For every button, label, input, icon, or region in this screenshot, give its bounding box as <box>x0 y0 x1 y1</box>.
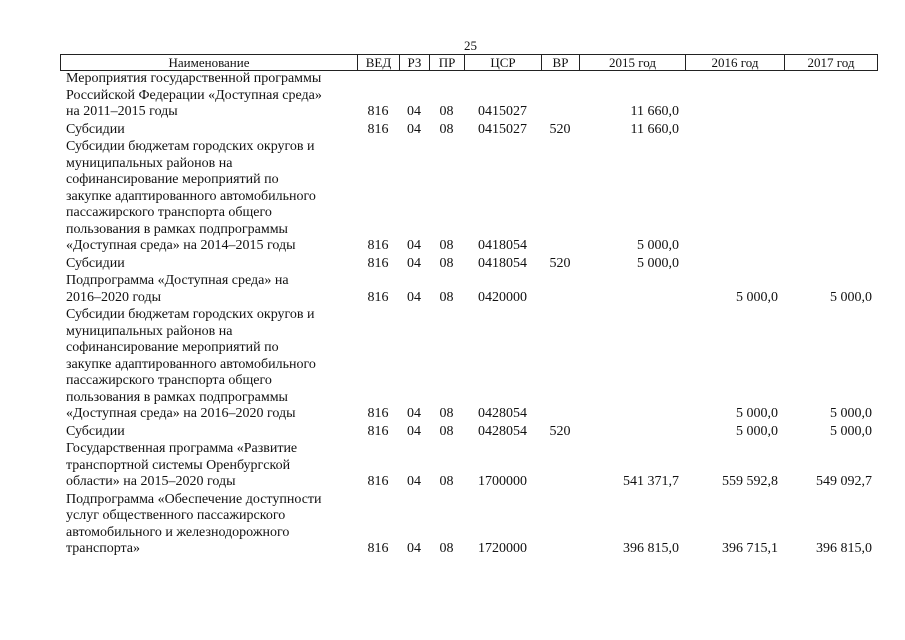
cell-vr: 520 <box>549 255 571 271</box>
cell-pr: 08 <box>439 423 454 439</box>
cell-csr: 1700000 <box>478 474 527 489</box>
cell-y2015: 5 000,0 <box>637 255 679 271</box>
cell-y2015: 5 000,0 <box>637 238 679 253</box>
table-row <box>60 424 878 441</box>
cell-csr: 0428054 <box>478 406 527 421</box>
cell-ved: 816 <box>367 104 389 119</box>
cell-name: Субсидии <box>66 423 125 439</box>
cell-vr: 520 <box>549 121 571 137</box>
cell-vr: 520 <box>549 423 571 439</box>
cell-csr: 0418054 <box>478 255 527 271</box>
cell-y2017: 5 000,0 <box>830 423 872 439</box>
table-row <box>60 139 878 255</box>
cell-pr: 08 <box>439 289 454 305</box>
cell-y2016: 5 000,0 <box>736 423 778 439</box>
cell-ved: 816 <box>367 474 389 489</box>
cell-y2015: 396 815,0 <box>623 541 679 556</box>
cell-y2016: 5 000,0 <box>736 406 778 421</box>
table-row <box>60 71 878 121</box>
table-row <box>60 441 878 491</box>
cell-csr: 1720000 <box>478 541 527 556</box>
header-ved: ВЕД <box>358 55 400 70</box>
cell-y2017: 549 092,7 <box>816 474 872 489</box>
table-header <box>60 54 878 71</box>
cell-ved: 816 <box>367 423 389 439</box>
header-pr: ПР <box>430 55 465 70</box>
cell-csr: 0428054 <box>478 423 527 439</box>
cell-name: Подпрограмма «Доступная среда» на 2016–2020 годы <box>66 273 289 305</box>
cell-ved: 816 <box>367 406 389 421</box>
cell-rz: 04 <box>407 104 421 119</box>
cell-y2015: 11 660,0 <box>630 121 679 137</box>
table-row <box>60 307 878 423</box>
header-2015: 2015 год <box>580 55 686 70</box>
cell-pr: 08 <box>439 406 454 421</box>
cell-y2015: 11 660,0 <box>630 104 679 119</box>
cell-name: Мероприятия государственной программы Российской Федерации «Доступная среда» на 2011–2015 годы <box>66 71 322 119</box>
cell-y2015: 541 371,7 <box>623 474 679 489</box>
header-2016: 2016 год <box>686 55 785 70</box>
header-rz: РЗ <box>400 55 430 70</box>
cell-csr: 0418054 <box>478 238 527 253</box>
table-row <box>60 492 878 558</box>
cell-ved: 816 <box>367 121 389 137</box>
page-number: 25 <box>464 38 477 53</box>
cell-y2017: 5 000,0 <box>830 406 872 421</box>
cell-rz: 04 <box>407 121 421 137</box>
cell-name: Субсидии <box>66 255 125 271</box>
header-name: Наименование <box>61 55 358 70</box>
cell-ved: 816 <box>367 238 389 253</box>
cell-y2016: 559 592,8 <box>722 474 778 489</box>
table-row <box>60 273 878 306</box>
cell-rz: 04 <box>407 255 421 271</box>
cell-y2016: 5 000,0 <box>736 289 778 305</box>
cell-rz: 04 <box>407 289 421 305</box>
cell-name: Субсидии <box>66 121 125 137</box>
cell-csr: 0415027 <box>478 104 527 119</box>
cell-csr: 0420000 <box>478 289 527 305</box>
cell-pr: 08 <box>439 104 454 119</box>
header-vr: ВР <box>542 55 580 70</box>
table-body <box>60 71 878 558</box>
header-2017: 2017 год <box>807 55 855 70</box>
cell-rz: 04 <box>407 474 421 489</box>
cell-name: Государственная программа «Развитие транспортной системы Оренбургской области» на 2015–2020 годы <box>66 441 298 489</box>
cell-rz: 04 <box>407 238 421 253</box>
cell-name: Субсидии бюджетам городских округов и муниципальных районов на софинансирование мероприятий по закупке адаптированного автомобильного пассажирского транспорта общего пользования в рамках подпрограммы «Доступная среда» на 2016–2020 годы <box>66 307 316 421</box>
table-row <box>60 122 878 139</box>
cell-csr: 0415027 <box>478 121 527 137</box>
header-csr: ЦСР <box>465 55 542 70</box>
cell-pr: 08 <box>439 255 454 271</box>
cell-pr: 08 <box>439 474 454 489</box>
cell-name: Субсидии бюджетам городских округов и муниципальных районов на софинансирование мероприятий по закупке адаптированного автомобильного пассажирского транспорта общего пользования в рамках подпрограммы «Доступная среда» на 2014–2015 годы <box>66 139 316 253</box>
cell-name: Подпрограмма «Обеспечение доступности услуг общественного пассажирского автомобильного и железнодорожного транспорта» <box>66 491 322 556</box>
cell-pr: 08 <box>439 121 454 137</box>
cell-y2016: 396 715,1 <box>722 541 778 556</box>
cell-y2017: 5 000,0 <box>830 289 872 305</box>
cell-rz: 04 <box>407 541 421 556</box>
cell-rz: 04 <box>407 423 421 439</box>
cell-y2017: 396 815,0 <box>816 541 872 556</box>
cell-ved: 816 <box>367 541 389 556</box>
cell-pr: 08 <box>439 238 454 253</box>
cell-ved: 816 <box>367 289 389 305</box>
cell-ved: 816 <box>367 255 389 271</box>
cell-pr: 08 <box>439 541 454 556</box>
cell-rz: 04 <box>407 406 421 421</box>
table-row <box>60 256 878 273</box>
